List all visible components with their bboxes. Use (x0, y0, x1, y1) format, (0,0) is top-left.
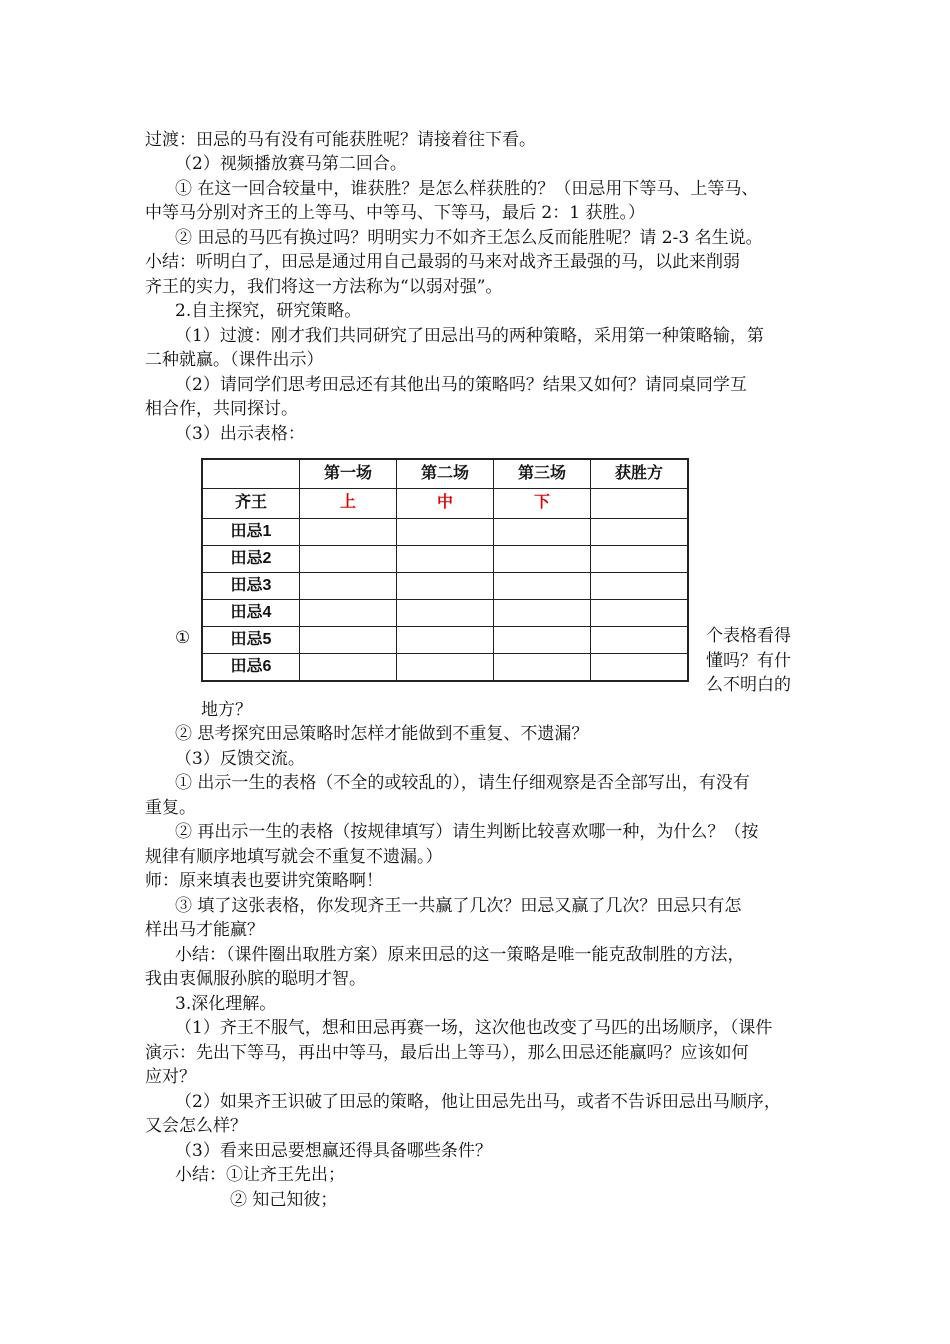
row-label: 田忌1 (202, 519, 300, 546)
row-label: 齐王 (202, 489, 300, 519)
table-cell (591, 546, 689, 573)
table-row (202, 489, 688, 519)
table-cell (591, 654, 689, 682)
paragraph-line: （2）视频播放赛马第二回合。 (175, 154, 407, 174)
paragraph-line: 过渡：田忌的马有没有可能获胜呢？请接着往下看。 (145, 130, 536, 150)
paragraph-line: （2）如果齐王识破了田忌的策略，他让田忌先出马，或者不告诉田忌出马顺序， (175, 1092, 781, 1112)
section-heading: 3.深化理解。 (175, 994, 277, 1014)
table-cell: 下 (494, 489, 591, 519)
header-cell: 获胜方 (591, 459, 689, 489)
strategy-table (201, 458, 689, 682)
table-cell (300, 600, 397, 627)
table-cell (397, 627, 494, 654)
paragraph-line: 又会怎么样？ (145, 1116, 247, 1136)
table-cell: 中 (397, 489, 494, 519)
row-label: 田忌5 (202, 627, 300, 654)
paragraph-line: （1）过渡：刚才我们共同研究了田忌出马的两种策略，采用第一种策略输，第 (175, 326, 764, 346)
table-row (202, 546, 688, 573)
table-cell (397, 654, 494, 682)
paragraph-line: ② 再出示一生的表格（按规律填写）请生判断比较喜欢哪一种，为什么？（按 (175, 822, 759, 842)
paragraph-line: ① 在这一回合较量中，谁获胜？是怎么样获胜的？（田忌用下等马、上等马、 (175, 179, 759, 199)
paragraph-line: ① 出示一生的表格（不全的或较乱的），请生仔细观察是否全部写出，有没有 (175, 773, 750, 793)
table-cell (397, 600, 494, 627)
paragraph-line: （2）请同学们思考田忌还有其他出马的策略吗？结果又如何？请同桌同学互 (175, 375, 747, 395)
paragraph-line: 小结：①让齐王先出； (175, 1165, 345, 1185)
table-row (202, 654, 688, 682)
paragraph-line: （1）齐王不服气，想和田忌再赛一场，这次他也改变了马匹的出场顺序，（课件 (175, 1018, 773, 1038)
table-cell (300, 627, 397, 654)
paragraph-line: （3）出示表格： (175, 424, 305, 444)
table-cell (591, 519, 689, 546)
table-cell (494, 519, 591, 546)
section-heading: 2.自主探究，研究策略。 (175, 301, 362, 321)
paragraph-line: （3）反馈交流。 (175, 749, 305, 769)
paragraph-line: 小结：（课件圈出取胜方案）原来田忌的这一策略是唯一能克敌制胜的方法， (175, 945, 745, 965)
table-cell (397, 546, 494, 573)
paragraph-line: 么不明白的 (706, 675, 791, 695)
table-cell: 上 (300, 489, 397, 519)
paragraph-line: ② 田忌的马匹有换过吗？明明实力不如齐王怎么反而能胜呢？请 2-3 名生说。 (175, 228, 763, 248)
header-cell (202, 459, 300, 489)
paragraph-line: 个表格看得 (706, 626, 791, 646)
table-cell (397, 573, 494, 600)
paragraph-line: 重复。 (145, 798, 196, 818)
paragraph-line: 相合作，共同探讨。 (145, 399, 298, 419)
paragraph-line: 演示：先出下等马，再出中等马，最后出上等马），那么田忌还能赢吗？应该如何 (145, 1043, 749, 1063)
header-cell: 第二场 (397, 459, 494, 489)
table-cell (591, 573, 689, 600)
table-cell (494, 654, 591, 682)
table-cell (300, 546, 397, 573)
table-cell (591, 600, 689, 627)
header-cell: 第三场 (494, 459, 591, 489)
table-cell (494, 600, 591, 627)
paragraph-line: 师：原来填表也要讲究策略啊！ (145, 871, 383, 891)
table-row (202, 627, 688, 654)
table-cell (494, 627, 591, 654)
table-cell (494, 573, 591, 600)
table-cell (300, 654, 397, 682)
table-row (202, 600, 688, 627)
paragraph-line: 规律有顺序地填写就会不重复不遗漏。） (145, 847, 443, 867)
paragraph-line: 二种就赢。（课件出示） (145, 350, 324, 370)
paragraph-line: ③ 填了这张表格，你发现齐王一共赢了几次？田忌又赢了几次？田忌只有怎 (175, 896, 742, 916)
paragraph-line: 小结：听明白了，田忌是通过用自己最弱的马来对战齐王最强的马，以此来削弱 (145, 252, 740, 272)
table-cell (591, 489, 689, 519)
header-cell: 第一场 (300, 459, 397, 489)
paragraph-line: 我由衷佩服孙膑的聪明才智。 (145, 969, 366, 989)
list-marker: ① (175, 628, 191, 648)
row-label: 田忌4 (202, 600, 300, 627)
table-header-row (202, 459, 688, 489)
table-row (202, 573, 688, 600)
paragraph-line: （3）看来田忌要想赢还得具备哪些条件？ (175, 1141, 492, 1161)
row-label: 田忌6 (202, 654, 300, 682)
row-label: 田忌3 (202, 573, 300, 600)
paragraph-line: 中等马分别对齐王的上等马、中等马、下等马，最后 2：1 获胜。） (145, 203, 645, 223)
paragraph-line: ② 思考探究田忌策略时怎样才能做到不重复、不遗漏？ (175, 724, 589, 744)
table-cell (300, 573, 397, 600)
table-cell (591, 627, 689, 654)
paragraph-line: ② 知己知彼； (230, 1190, 338, 1210)
table-row (202, 519, 688, 546)
table-cell (397, 519, 494, 546)
table-cell (300, 519, 397, 546)
row-label: 田忌2 (202, 546, 300, 573)
paragraph-line: 样出马才能赢？ (145, 920, 264, 940)
paragraph-line: 地方？ (201, 700, 252, 720)
paragraph-line: 应对？ (145, 1067, 196, 1087)
table-cell (494, 546, 591, 573)
paragraph-line: 齐王的实力，我们将这一方法称为“以弱对强”。 (145, 277, 503, 297)
paragraph-line: 懂吗？有什 (706, 651, 791, 671)
